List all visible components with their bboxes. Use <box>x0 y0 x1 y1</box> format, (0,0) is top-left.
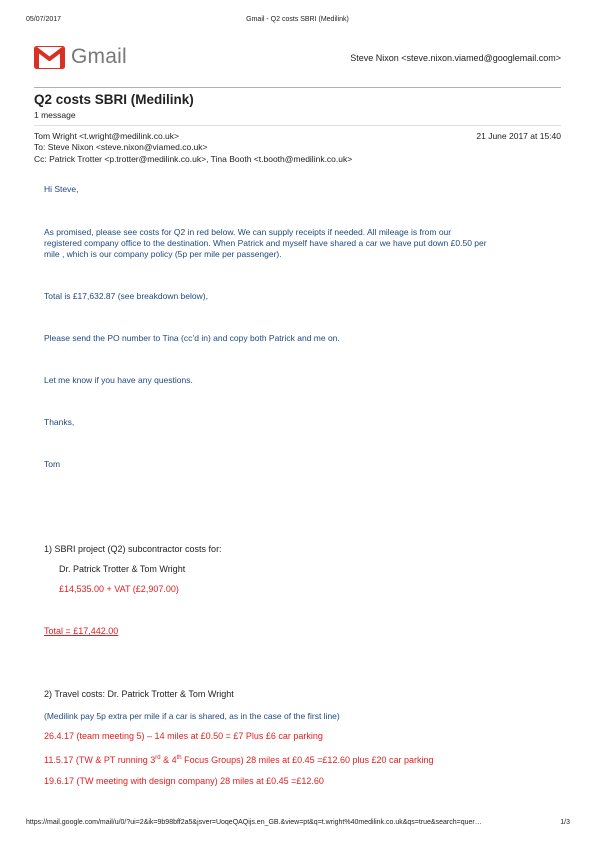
travel-line-2 <box>44 755 434 765</box>
section2-note: (Medilink pay 5p extra per mile if a car is shared, as in the case of the first line) <box>44 711 340 721</box>
travel-line-2-part-c: Focus Groups) 28 miles at £0.45 =£12.60 plus £20 car parking <box>181 755 434 765</box>
section1-people: Dr. Patrick Trotter & Tom Wright <box>59 564 186 574</box>
gmail-logo <box>34 44 127 70</box>
body-paragraph-line-1: As promised, please see costs for Q2 in red below. We can supply receipts if needed. All mileage is from our <box>44 227 452 237</box>
thread-divider <box>34 125 561 126</box>
gmail-wordmark: Gmail <box>71 45 127 68</box>
travel-line-2-sup-th: th <box>176 755 182 761</box>
travel-line-2-part-a: 11.5.17 (TW & PT running 3 <box>44 755 156 765</box>
body-paragraph-line-3: mile , which is our company policy (5p per mile per passenger). <box>44 249 282 259</box>
header-divider <box>34 87 561 88</box>
signoff: Tom <box>44 459 61 469</box>
page-number: 1/3 <box>560 819 570 826</box>
print-url: https://mail.google.com/mail/u/0/?ui=2&ik=9b98bff2a5&jsver=UoqeQAQijs.en_GB.&view=pt&q=t.wright%40medilink.co.uk&qs=true&search=quer… <box>26 819 482 826</box>
gmail-envelope-icon <box>34 46 65 69</box>
thanks-line: Thanks, <box>44 417 75 427</box>
section1-heading: 1) SBRI project (Q2) subcontractor costs for: <box>44 544 222 554</box>
thread-subject: Q2 costs SBRI (Medilink) <box>34 92 194 107</box>
travel-line-2-part-b: & 4 <box>160 755 177 765</box>
section1-amount: £14,535.00 + VAT (£2,907.00) <box>59 584 179 594</box>
message-to: To: Steve Nixon <steve.nixon@viamed.co.uk> <box>34 142 208 152</box>
message-from: Tom Wright <t.wright@medilink.co.uk> <box>34 131 179 141</box>
po-request: Please send the PO number to Tina (cc’d in) and copy both Patrick and me on. <box>44 333 340 343</box>
message-count: 1 message <box>34 110 76 120</box>
message-date: 21 June 2017 at 15:40 <box>476 131 561 141</box>
message-cc: Cc: Patrick Trotter <p.trotter@medilink.co.uk>, Tina Booth <t.booth@medilink.co.uk> <box>34 154 353 164</box>
section1-total: Total = £17,442.00 <box>44 626 119 636</box>
body-paragraph-line-2: registered company office to the destination. When Patrick and myself have shared a car we have put down £0.50 per <box>44 238 487 248</box>
print-date: 05/07/2017 <box>26 16 62 23</box>
print-title: Gmail - Q2 costs SBRI (Medilink) <box>246 16 349 23</box>
total-line: Total is £17,632.87 (see breakdown below), <box>44 291 208 301</box>
questions-line: Let me know if you have any questions. <box>44 375 193 385</box>
account-identity: Steve Nixon <steve.nixon.viamed@googlemail.com> <box>350 53 561 63</box>
greeting: Hi Steve, <box>44 184 79 194</box>
travel-line-2-sup-rd: rd <box>155 755 161 761</box>
travel-line-3: 19.6.17 (TW meeting with design company) 28 miles at £0.45 =£12.60 <box>44 776 324 786</box>
travel-line-1: 26.4.17 (team meeting 5) – 14 miles at £0.50 = £7 Plus £6 car parking <box>44 731 323 741</box>
section2-heading: 2) Travel costs: Dr. Patrick Trotter & Tom Wright <box>44 689 234 699</box>
